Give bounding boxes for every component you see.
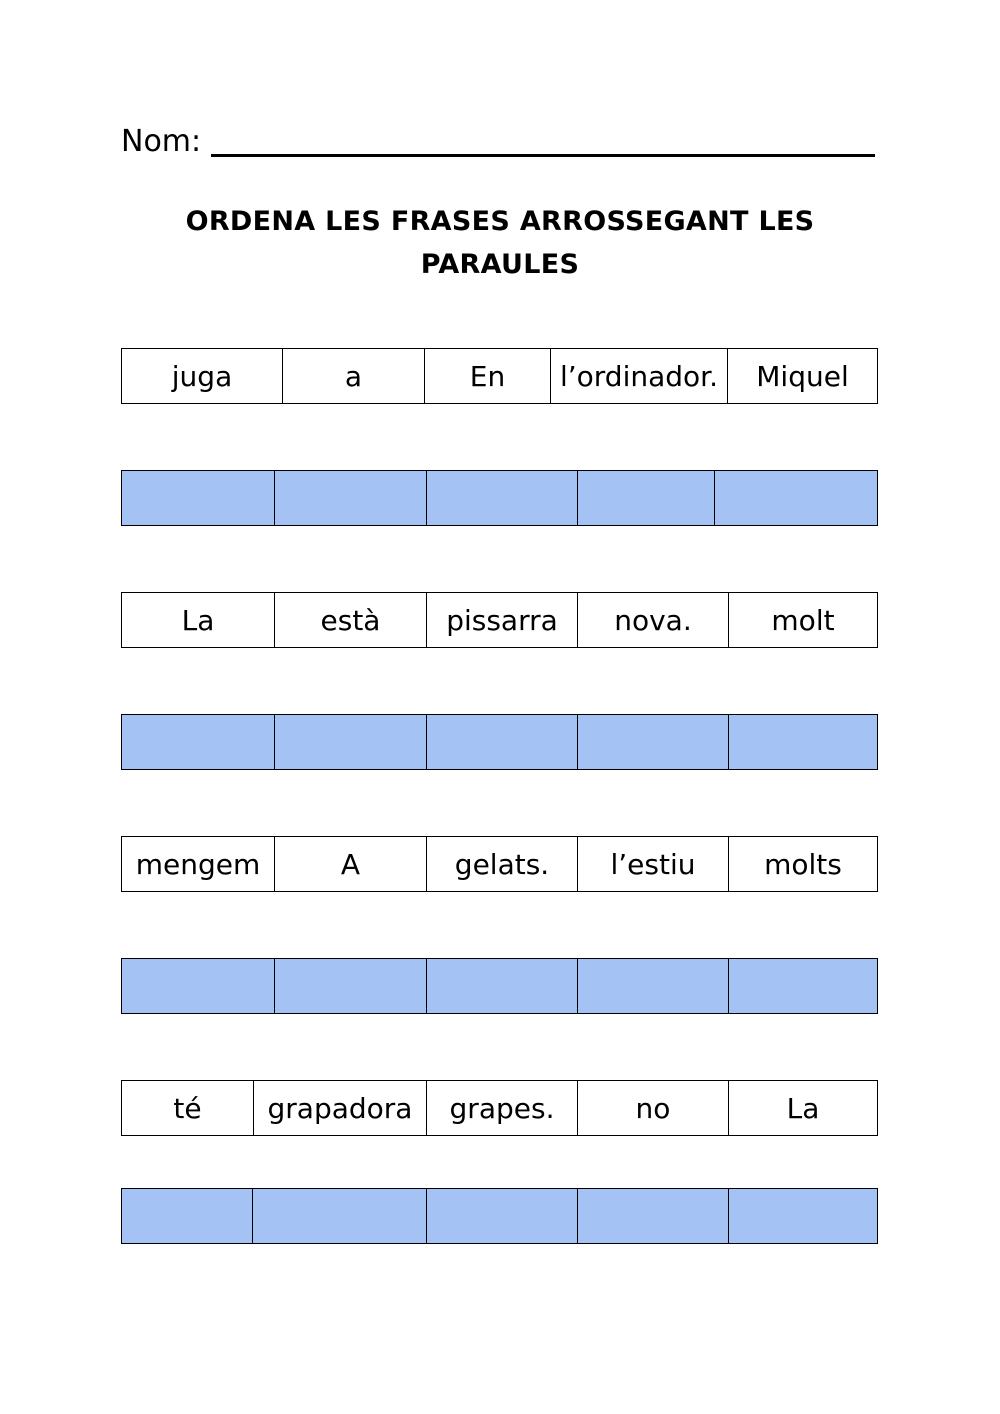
draggable-word[interactable]: mengem bbox=[135, 847, 261, 881]
drop-slot[interactable] bbox=[122, 471, 274, 525]
word-bank-row bbox=[121, 1080, 878, 1136]
draggable-word[interactable]: grapadora bbox=[253, 1081, 426, 1135]
draggable-word[interactable]: En bbox=[424, 349, 550, 403]
title-line-1: ORDENA LES FRASES ARROSSEGANT LES bbox=[185, 206, 815, 237]
draggable-word[interactable]: gelats. bbox=[426, 837, 577, 891]
drop-slot[interactable] bbox=[426, 959, 577, 1013]
answer-row bbox=[121, 1188, 878, 1244]
draggable-word[interactable]: A bbox=[274, 837, 426, 891]
draggable-word[interactable]: l’estiu bbox=[577, 837, 728, 891]
draggable-word[interactable]: nova. bbox=[577, 593, 728, 647]
draggable-word[interactable]: grapes. bbox=[426, 1081, 577, 1135]
page-title bbox=[150, 200, 850, 286]
word-bank-row bbox=[121, 348, 878, 404]
draggable-word[interactable]: pissarra bbox=[426, 593, 577, 647]
drop-slot[interactable] bbox=[728, 715, 877, 769]
draggable-word[interactable]: La bbox=[181, 603, 215, 637]
name-field-row bbox=[121, 118, 875, 159]
draggable-word[interactable]: juga bbox=[171, 359, 233, 393]
drop-slot[interactable] bbox=[274, 471, 426, 525]
drop-slot[interactable] bbox=[577, 471, 714, 525]
answer-row bbox=[121, 714, 878, 770]
drop-slot[interactable] bbox=[577, 959, 728, 1013]
name-input-line[interactable] bbox=[211, 124, 875, 157]
draggable-word[interactable]: no bbox=[577, 1081, 728, 1135]
drop-slot[interactable] bbox=[122, 1189, 252, 1243]
drop-slot[interactable] bbox=[577, 1189, 728, 1243]
draggable-word[interactable]: molt bbox=[728, 593, 877, 647]
title-line-2: PARAULES bbox=[420, 249, 580, 280]
draggable-word[interactable]: molts bbox=[728, 837, 877, 891]
drop-slot[interactable] bbox=[426, 715, 577, 769]
drop-slot[interactable] bbox=[577, 715, 728, 769]
drop-slot[interactable] bbox=[122, 715, 274, 769]
answer-row bbox=[121, 470, 878, 526]
draggable-word[interactable]: a bbox=[282, 349, 424, 403]
draggable-word[interactable]: La bbox=[728, 1081, 877, 1135]
drop-slot[interactable] bbox=[728, 1189, 877, 1243]
draggable-word[interactable]: té bbox=[173, 1091, 202, 1125]
drop-slot[interactable] bbox=[274, 959, 426, 1013]
draggable-word[interactable]: està bbox=[274, 593, 426, 647]
drop-slot[interactable] bbox=[274, 715, 426, 769]
name-label: Nom: bbox=[121, 124, 202, 159]
answer-row bbox=[121, 958, 878, 1014]
drop-slot[interactable] bbox=[426, 471, 577, 525]
word-bank-row bbox=[121, 836, 878, 892]
drop-slot[interactable] bbox=[252, 1189, 426, 1243]
drop-slot[interactable] bbox=[426, 1189, 577, 1243]
drop-slot[interactable] bbox=[122, 959, 274, 1013]
drop-slot[interactable] bbox=[728, 959, 877, 1013]
draggable-word[interactable]: Miquel bbox=[727, 349, 877, 403]
word-bank-row bbox=[121, 592, 878, 648]
draggable-word[interactable]: l’ordinador. bbox=[550, 349, 727, 403]
drop-slot[interactable] bbox=[714, 471, 877, 525]
